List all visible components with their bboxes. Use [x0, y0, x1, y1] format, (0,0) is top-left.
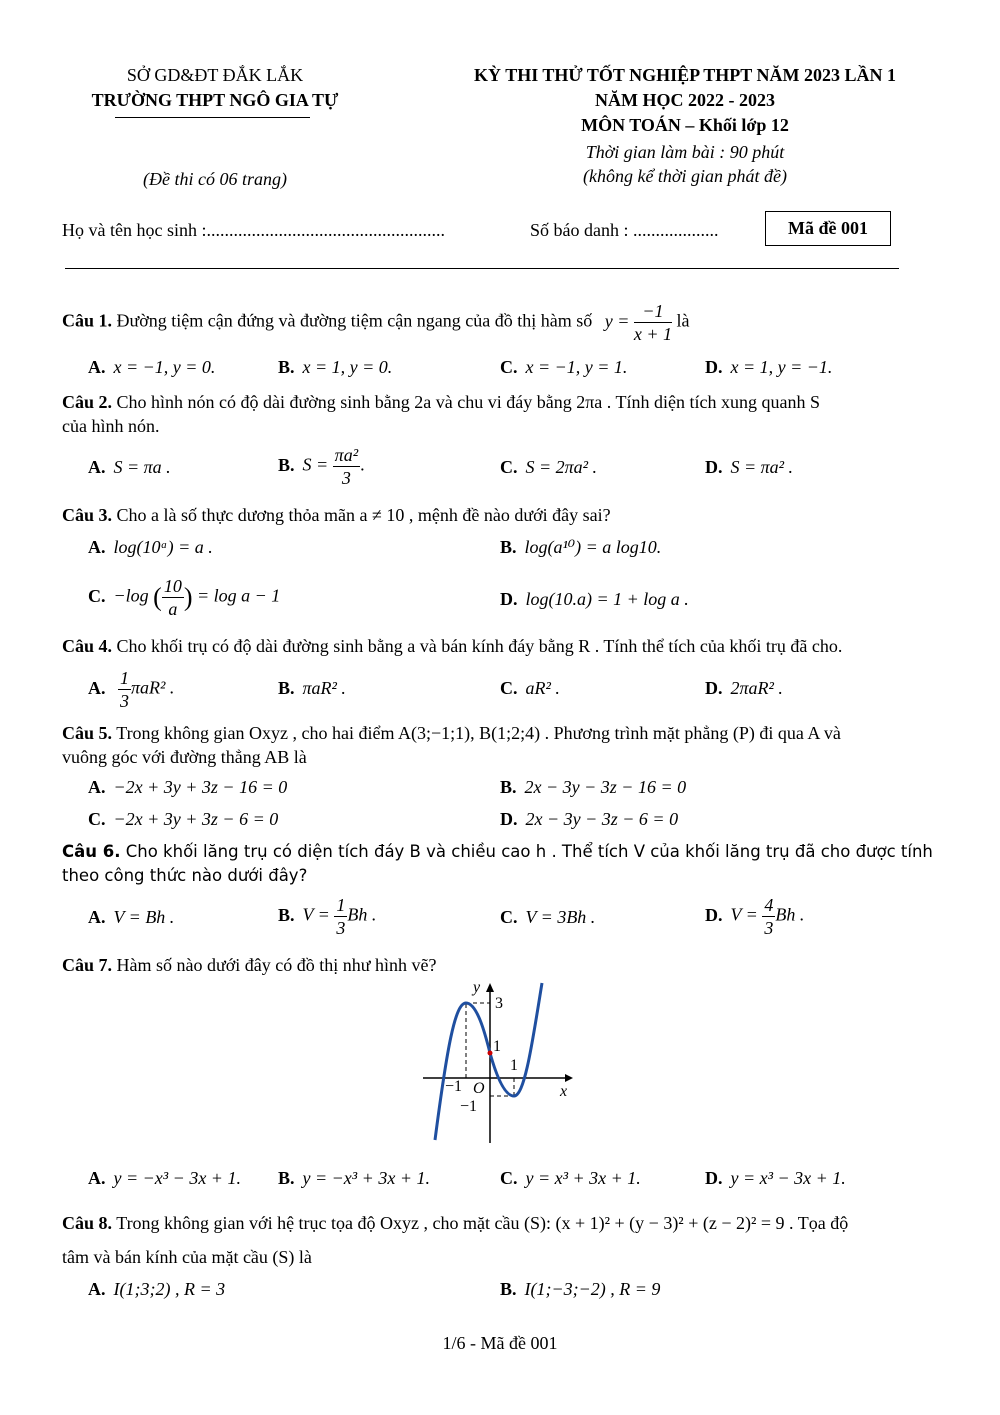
- question-2: [62, 390, 947, 438]
- page-footer: 1/6 - Mã đề 001: [442, 1333, 558, 1353]
- q3-option-c[interactable]: C. −log ( $\frac{10}{a}$ ) = log a − 1: [88, 576, 281, 619]
- question-text: Cho a là số thực dương thỏa mãn a ≠ 10 , mệnh đề nào dưới đây sai?: [116, 505, 611, 525]
- q6-option-b[interactable]: B. V = $\frac{1}{3}$ Bh .: [278, 895, 377, 938]
- q4-option-b[interactable]: B. πaR² .: [278, 678, 346, 698]
- q7-option-d[interactable]: D. y = x³ − 3x + 1.: [705, 1168, 846, 1188]
- question-7: [62, 953, 947, 977]
- school-name: TRƯỜNG THPT NGÔ GIA TỰ: [91, 90, 339, 110]
- student-name-field: Họ và tên học sinh :.....................................................: [62, 220, 445, 240]
- q5-option-a[interactable]: A. −2x + 3y + 3z − 16 = 0: [88, 777, 288, 797]
- fraction-numerator: −1: [634, 300, 672, 323]
- q7-option-a[interactable]: A. y = −x³ − 3x + 1.: [88, 1168, 241, 1188]
- question-text: Cho khối lăng trụ có diện tích đáy B và chiều cao h . Thể tích V của khối lăng trụ đã cho được tính: [125, 842, 933, 861]
- q2-option-a[interactable]: A. S = πa .: [88, 457, 171, 477]
- origin-label: O: [473, 1080, 485, 1097]
- q3-option-b[interactable]: B. log(a¹⁰) = a log10.: [500, 537, 662, 557]
- x-axis-label: x: [560, 1083, 568, 1100]
- question-text: Hàm số nào dưới đây có đồ thị như hình vẽ?: [116, 955, 437, 975]
- question-label: Câu 5.: [62, 723, 113, 743]
- question-text: Cho khối trụ có độ dài đường sinh bằng a và bán kính đáy bằng R . Tính thể tích của khối trụ đã cho.: [116, 636, 843, 656]
- duration: Thời gian làm bài : 90 phút: [585, 142, 785, 162]
- q2-option-c[interactable]: C. S = 2πa² .: [500, 457, 598, 477]
- q7-option-b[interactable]: B. y = −x³ + 3x + 1.: [278, 1168, 430, 1188]
- school-year: NĂM HỌC 2022 - 2023: [595, 90, 775, 110]
- exam-code-box: Mã đề 001: [765, 211, 891, 246]
- question-label: Câu 1.: [62, 310, 113, 331]
- fraction: [634, 300, 672, 345]
- x-axis-arrow: [565, 1074, 573, 1082]
- q1-option-d[interactable]: D. x = 1, y = −1.: [705, 357, 833, 377]
- q2-option-b[interactable]: B. S = $\frac{\text{πa²}}{3}$ .: [278, 445, 365, 488]
- q7-option-c[interactable]: C. y = x³ + 3x + 1.: [500, 1168, 641, 1188]
- fraction-denominator: x + 1: [633, 324, 672, 344]
- question-text: Đường tiệm cận đứng và đường tiệm cận ngang của đồ thị hàm số: [116, 310, 593, 331]
- question-text-cont: theo công thức nào dưới đây?: [62, 866, 308, 885]
- q1-option-b[interactable]: B. x = 1, y = 0.: [278, 357, 393, 377]
- question-label: Câu 7.: [62, 955, 113, 975]
- q5-option-d[interactable]: D. 2x − 3y − 3z − 6 = 0: [500, 809, 679, 829]
- q4-option-d[interactable]: D. 2πaR² .: [705, 678, 783, 698]
- q6-option-d[interactable]: D. V = $\frac{4}{3}$ Bh .: [705, 895, 805, 938]
- question-8: [62, 1206, 947, 1274]
- q8-option-a[interactable]: A. I(1;3;2) , R = 3: [88, 1279, 226, 1299]
- student-id-field: Số báo danh : ...................: [530, 220, 719, 240]
- q4-option-a[interactable]: A. $\frac{1}{3}$ πaR² .: [88, 668, 175, 711]
- question-text-cont: vuông góc với đường thẳng AB là: [62, 747, 307, 767]
- department-name: SỞ GD&ĐT ĐẮK LẮK: [126, 65, 304, 85]
- header-divider: [65, 268, 899, 269]
- tick-y-minus1: −1: [460, 1098, 478, 1115]
- question-4: [62, 634, 947, 658]
- q1-option-c[interactable]: C. x = −1, y = 1.: [500, 357, 628, 377]
- q1-option-a[interactable]: A. x = −1, y = 0.: [88, 357, 216, 377]
- formula-lhs: y =: [604, 310, 630, 331]
- subject: MÔN TOÁN – Khối lớp 12: [581, 115, 789, 135]
- exam-title: KỲ THI THỬ TỐT NGHIỆP THPT NĂM 2023 LẦN 1: [474, 65, 896, 85]
- q3-option-a[interactable]: A. log(10ᵃ) = a .: [88, 537, 213, 557]
- question-text-cont: tâm và bán kính của mặt cầu (S) là: [62, 1247, 312, 1267]
- question-label: Câu 3.: [62, 505, 113, 525]
- question-1: [62, 300, 947, 345]
- q6-option-c[interactable]: C. V = 3Bh .: [500, 907, 596, 927]
- tick-x1: 1: [510, 1057, 518, 1074]
- question-label: Câu 2.: [62, 392, 113, 412]
- tick-x-minus1: −1: [445, 1078, 463, 1095]
- question-label: Câu 8.: [62, 1213, 113, 1233]
- question-5: [62, 721, 947, 769]
- question-6: [62, 840, 947, 888]
- question-text: Cho hình nón có độ dài đường sinh bằng 2a và chu vi đáy bằng 2πa . Tính diện tích xung quanh S: [116, 392, 820, 412]
- tick-3: 3: [495, 995, 503, 1012]
- y-axis-arrow: [486, 983, 494, 992]
- y-intercept-point: [488, 1051, 493, 1056]
- question-text: Trong không gian Oxyz , cho hai điểm A(3;−1;1), B(1;2;4) . Phương trình mặt phẳng (P) đi qua A và: [116, 723, 841, 743]
- question-text: Trong không gian với hệ trục tọa độ Oxyz , cho mặt cầu (S): (x + 1)² + (y − 3)² + (z − 2)² = 9 . Tọa độ: [116, 1213, 849, 1233]
- q3-option-d[interactable]: D. log(10.a) = 1 + log a .: [500, 589, 689, 609]
- q8-option-b[interactable]: B. I(1;−3;−2) , R = 9: [500, 1279, 661, 1299]
- page-count-note: (Đề thi có 06 trang): [143, 169, 287, 189]
- q2-option-d[interactable]: D. S = πa² .: [705, 457, 794, 477]
- question-text-cont: của hình nón.: [62, 416, 160, 436]
- question-label: Câu 6.: [62, 842, 121, 861]
- function-curve: [435, 983, 542, 1140]
- q4-option-c[interactable]: C. aR² .: [500, 678, 560, 698]
- question-3: [62, 503, 947, 527]
- q6-option-a[interactable]: A. V = Bh .: [88, 907, 175, 927]
- question-tail: là: [676, 310, 690, 331]
- y-axis-label: y: [473, 979, 481, 996]
- cubic-graph: [415, 978, 580, 1148]
- duration-note: (không kể thời gian phát đề): [582, 166, 788, 186]
- school-underline: [115, 117, 310, 118]
- q5-option-c[interactable]: C. −2x + 3y + 3z − 6 = 0: [88, 809, 279, 829]
- question-label: Câu 4.: [62, 636, 113, 656]
- q5-option-b[interactable]: B. 2x − 3y − 3z − 16 = 0: [500, 777, 687, 797]
- tick-y1: 1: [493, 1038, 501, 1055]
